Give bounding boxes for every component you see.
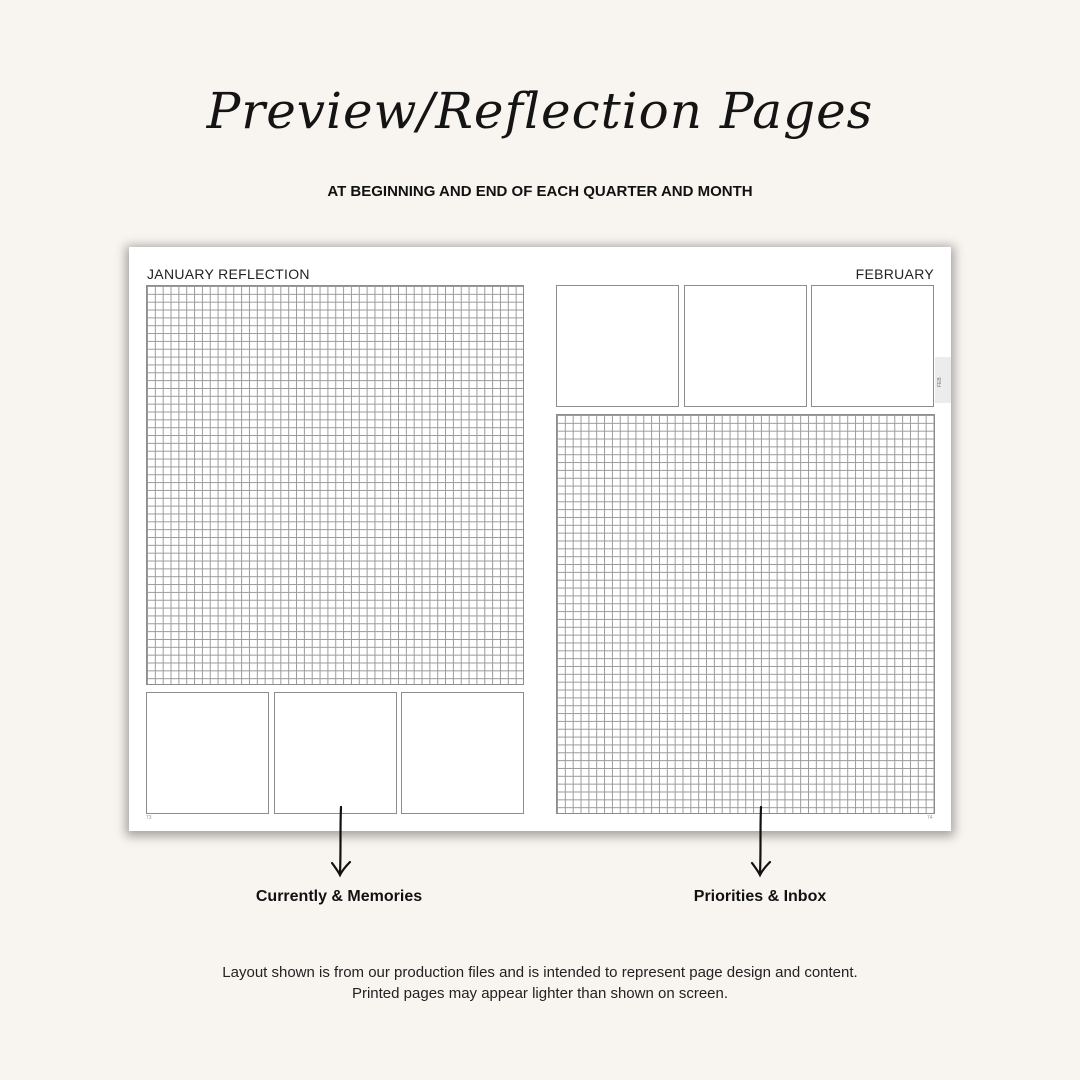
- left-page-number: 73: [146, 815, 152, 821]
- month-tab[interactable]: [935, 357, 951, 403]
- planner-spread: [129, 247, 951, 831]
- reflection-grid: [146, 285, 524, 685]
- inbox-grid: [556, 414, 935, 814]
- right-page-number: 74: [927, 815, 933, 821]
- currently-box-2: [274, 692, 397, 814]
- callout-right-label: Priorities & Inbox: [693, 888, 827, 905]
- page-title: Preview/Reflection Pages: [206, 82, 874, 140]
- arrow-down-icon: [326, 805, 356, 880]
- month-tab-label: FEB: [937, 377, 943, 387]
- right-page-title: FEBRUARY: [855, 266, 934, 282]
- priority-box-2: [684, 285, 807, 407]
- priority-box-3: [811, 285, 934, 407]
- arrow-down-icon: [746, 805, 776, 880]
- currently-box-1: [146, 692, 269, 814]
- footer-line-1: Layout shown is from our production files and is intended to represent page design and content.: [222, 964, 858, 981]
- footer-line-2: Printed pages may appear lighter than shown on screen.: [351, 985, 729, 1002]
- callout-left-label: Currently & Memories: [255, 888, 423, 905]
- priority-box-1: [556, 285, 679, 407]
- left-page-title: JANUARY REFLECTION: [147, 266, 310, 282]
- memories-box: [401, 692, 524, 814]
- page-subtitle: AT BEGINNING AND END OF EACH QUARTER AND MONTH: [327, 183, 753, 200]
